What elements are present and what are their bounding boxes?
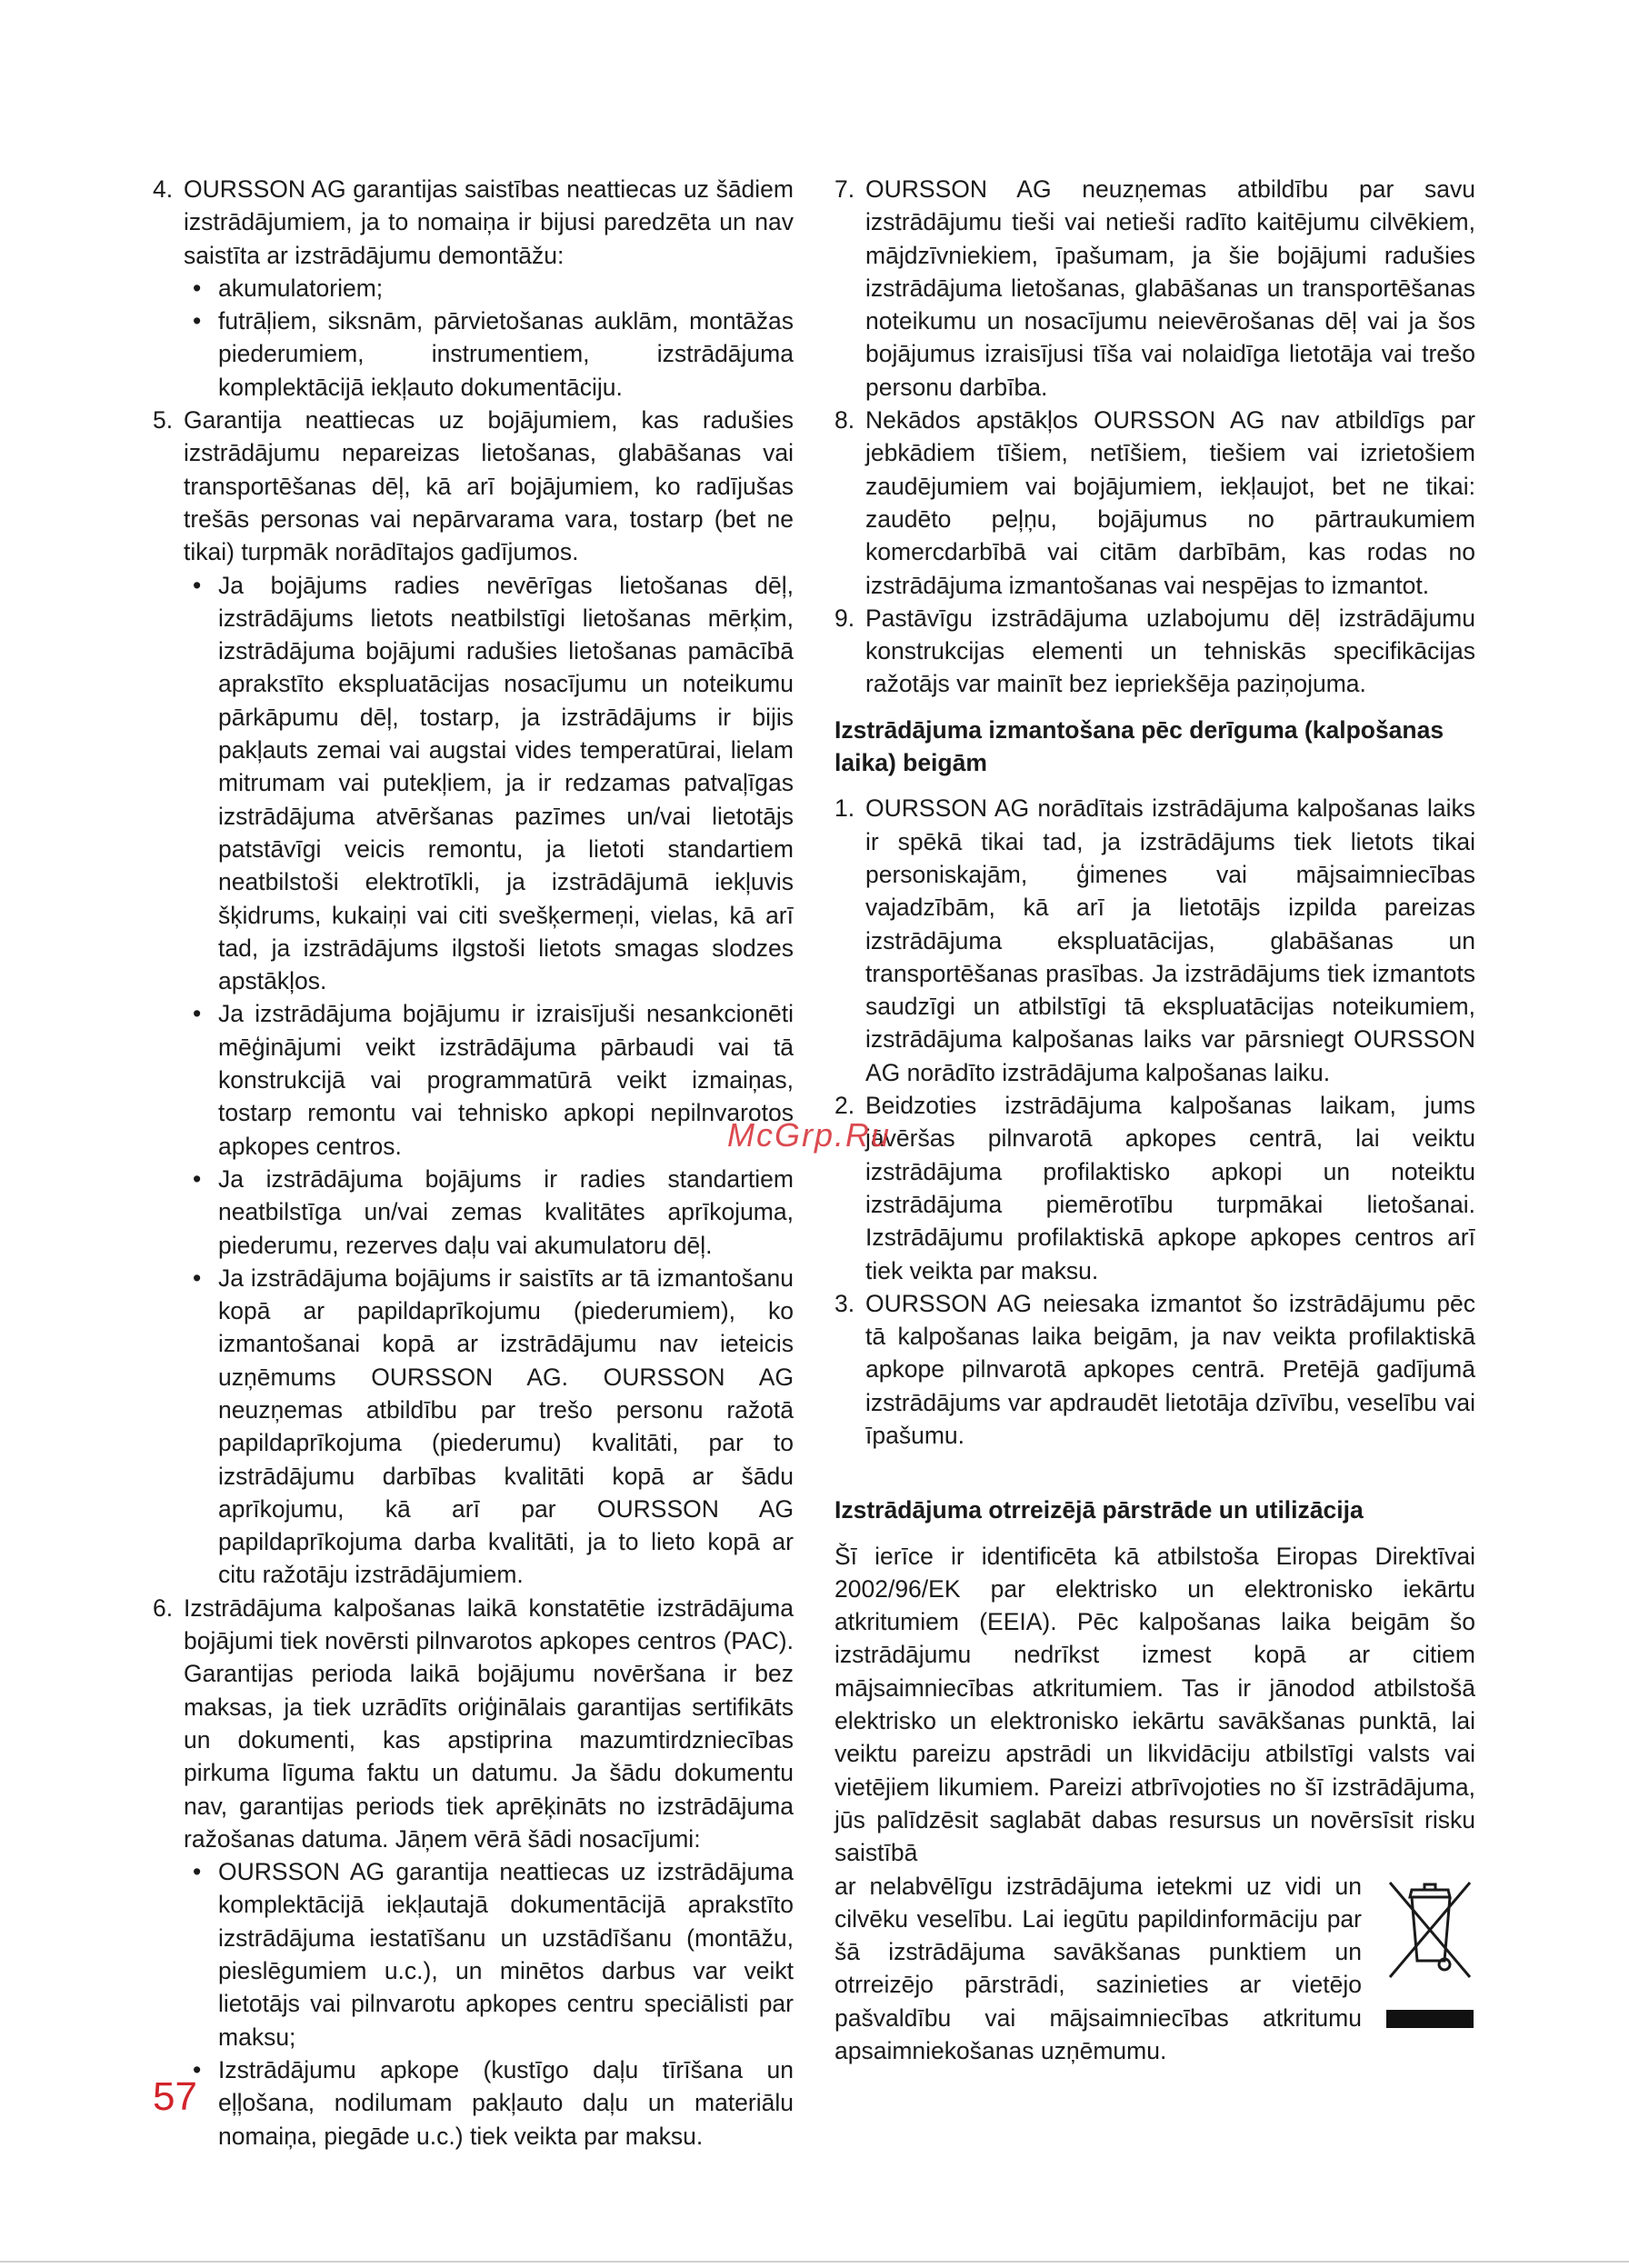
warranty-list-right — [834, 173, 1475, 701]
bullet-item: • Ja izstrādājuma bojājums ir radies standartiem neatbilstīga un/vai zemas kvalitātes aprīkojuma, piederumu, rezerves daļu vai akumulatoru dēļ. — [184, 1163, 794, 1262]
item-number: 5. — [153, 406, 174, 435]
spacer — [834, 1527, 1475, 1540]
lifetime-item-3 — [834, 1287, 1475, 1452]
page-number: 57 — [153, 2074, 197, 2119]
list-item-7 — [834, 173, 1475, 404]
list-item-8 — [834, 404, 1475, 602]
section-title-recycling: Izstrādājuma otrreizējā pārstrāde un utilizācija — [834, 1496, 1364, 1524]
list-item-6 — [153, 1592, 794, 2153]
bullet-item: • Ja bojājums radies nevērīgas lietošanas dēļ, izstrādājums lietots neatbilstīgi lietošanas mērķim, izstrādājuma bojājumi radušies lietošanas pamācībā aprakstīto ekspluatācijas nosacījumu un noteikumu pārkāpumu dēļ, tostarp, ja izstrādājums ir bijis pakļauts zemai vai augstai vides temperatūrai, lielam mitrumam vai putekļiem, ja ir redzamas patvaļīgas izstrādājuma atvēršanas pazīmes un/vai lietotājs patstāvīgi veicis remontu, ja lietoti standartiem neatbilstoši elektrotīkli, ja izstrādājumā iekļuvis šķidrums, kukaiņi vai citi svešķermeņi, vielas, kā arī tad, ja izstrādājums ilgstoši lietots smagas slodzes apstākļos. — [184, 569, 794, 998]
bullet-item: • Ja izstrādājuma bojājums ir saistīts ar tā izmantošanu kopā ar papildaprīkojumu (piederumiem), ko izmantošanai kopā ar izstrādājumu nav ieteicis uzņēmums OURSSON AG. OURSSON AG neuzņemas atbildību par trešo personu ražotā papildaprīkojuma (piederumu) kvalitāti, par to izstrādājumu darbības kvalitāti kopā ar šādu aprīkojumu, kā arī par OURSSON AG papildaprīkojuma darba kvalitāti, ja to lieto kopā ar citu ražotāju izstrādājumiem. — [184, 1262, 794, 1592]
bullet-item: • akumulatoriem; — [184, 272, 794, 305]
bullet-item: • Izstrādājumu apkope (kustīgo daļu tīrīšana un eļļošana, nodilumam pakļauto daļu un materiālu nomaiņa, piegāde u.c.) tiek veikta par maksu. — [184, 2053, 794, 2153]
recycling-paragraph-cont: ar nelabvēlīgu izstrādājuma ietekmi uz vidi un cilvēku veselību. Lai iegūtu papildinformāciju par šā izstrādājuma savākšanas punktiem un otrreizējo pārstrādi, sazinieties ar vietējo pašvaldību vai mājsaimniecības atkritumu apsaimniekošanas uzņēmumu. — [834, 1872, 1362, 2065]
list-item-5 — [153, 404, 794, 1592]
item-number: 1. — [834, 794, 855, 823]
item-text: OURSSON AG norādītais izstrādājuma kalpošanas laiks ir spēkā tikai tad, ja izstrādājums tiek lietots tikai personiskajām, ģimenes vai mājsaimniecības vajadzībām, kā arī ja lietotājs izpilda pareizas izstrādājuma ekspluatācijas, glabāšanas un transportēšanas prasības. Ja izstrādājums tiek izmantots saudzīgi un atbilstīgi tā ekspluatācijas noteikumiem, izstrādājuma kalpošanas laiks var pārsniegt OURSSON AG norādīto izstrādājuma kalpošanas laiku. — [865, 794, 1475, 1086]
bullet-list — [184, 569, 794, 1592]
item-number: 4. — [153, 175, 174, 203]
bullet-item: • Ja izstrādājuma bojājumu ir izraisījuši nesankcionēti mēģinājumi veikt izstrādājuma pārbaudi vai tā konstrukcijā vai programmatūrā veikt izmaiņas, tostarp remontu vai tehnisko apkopi nepilnvarotos apkopes centros. — [184, 997, 794, 1162]
watermark: McGrp.Ru — [727, 1116, 892, 1154]
item-text: OURSSON AG neiesaka izmantot šo izstrādājumu pēc tā kalpošanas laika beigām, ja nav veikta profilaktiskā apkope pilnvarotā apkopes centrā. Pretējā gadījumā izstrādājums var apdraudēt lietotāja dzīvību, veselību vai īpašumu. — [865, 1289, 1475, 1449]
item-text: OURSSON AG garantijas saistības neattiecas uz šādiem izstrādājumiem, ja to nomaiņa ir bijusi paredzēta un nav saistīta ar izstrādājumu demontāžu: — [184, 175, 794, 269]
crossed-out-wheelie-bin-icon — [1384, 1870, 1475, 2043]
warranty-list-left — [153, 173, 794, 2153]
spacer — [834, 779, 1475, 792]
bullet-list — [184, 272, 794, 404]
item-number: 2. — [834, 1092, 855, 1120]
bullet-list — [184, 1855, 794, 2153]
bottom-divider — [0, 2261, 1629, 2263]
item-number: 7. — [834, 175, 855, 203]
lifetime-item-2 — [834, 1089, 1475, 1287]
section-title-lifetime: Izstrādājuma izmantošana pēc derīguma (kalpošanas laika) beigām — [834, 715, 1444, 777]
item-text: Garantija neattiecas uz bojājumiem, kas radušies izstrādājumu nepareizas lietošanas, glabāšanas vai transportēšanas dēļ, kā arī bojājumiem, ko radījušas trešās personas vai nepārvarama vara, tostarp (bet ne tikai) turpmāk norādītajos gadījumos. — [184, 406, 794, 566]
list-item-4 — [153, 173, 794, 404]
item-number: 6. — [153, 1594, 174, 1622]
item-text: Nekādos apstākļos OURSSON AG nav atbildīgs par jebkādiem tīšiem, netīšiem, tiešiem vai izrietošiem zaudējumiem vai bojājumiem, iekļaujot, bet ne tikai: zaudēto peļņu, bojājumus no pārtraukumiem komercdarbībā vai citām darbībām, kas rodas no izstrādājuma izmantošanas vai nespējas to izmantot. — [865, 406, 1475, 599]
spacer — [834, 1452, 1475, 1494]
recycling-block — [834, 1870, 1475, 2068]
item-text: Pastāvīgu izstrādājuma uzlabojumu dēļ izstrādājumu konstrukcijas elementi un tehniskās specifikācijas ražotājs var mainīt bez iepriekšēja paziņojuma. — [865, 604, 1475, 698]
item-number: 3. — [834, 1289, 855, 1317]
item-number: 9. — [834, 604, 855, 632]
right-column — [834, 173, 1475, 2067]
item-text: Izstrādājuma kalpošanas laikā konstatētie izstrādājuma bojājumi tiek novērsti pilnvarotos apkopes centros (PAC). Garantijas perioda laikā bojājumu novēršana ir bez maksas, ja tiek uzrādīts oriģinālais garantijas sertifikāts un dokumenti, kas apstiprina mazumtirdzniecības pirkuma līguma faktu un datumu. Ja šādu dokumentu nav, garantijas periods tiek aprēķināts no izstrādājuma ražošanas datuma. Jāņem vērā šādi nosacījumi: — [184, 1594, 794, 1853]
recycling-paragraph: Šī ierīce ir identificēta kā atbilstoša Eiropas Direktīvai 2002/96/EK par elektrisko un elektronisko iekārtu atkritumiem (EEIA). Pēc kalpošanas laika beigām šo izstrādājumu nedrīkst izmest kopā ar citiem mājsaimniecības atkritumiem. Tas ir jānodod atbilstošā elektrisko un elektronisko iekārtu savākšanas punktā, lai veiktu pareizu apstrādi un likvidāciju atbilstīgi valsts vai vietējiem likumiem. Pareizi atbrīvojoties no šī izstrādājuma, jūs palīdzēsit saglabāt dabas resursus un novērsīsit risku saistībā — [834, 1542, 1475, 1867]
bullet-item: • OURSSON AG garantija neattiecas uz izstrādājuma komplektācijā iekļautajā dokumentācijā aprakstīto izstrādājuma iestatīšanu un uzstādīšanu (montāžu, pieslēgumiem u.c.), un minētos darbus var veikt lietotājs vai pilnvarotu apkopes centru speciālisti par maksu; — [184, 1855, 794, 2053]
bullet-item: • futrāļiem, siksnām, pārvietošanas auklām, montāžas piederumiem, instrumentiem, izstrādājuma komplektācijā iekļauto dokumentāciju. — [184, 305, 794, 404]
lifetime-item-1 — [834, 792, 1475, 1089]
list-item-9 — [834, 602, 1475, 701]
lifetime-list — [834, 792, 1475, 1452]
item-text: Beidzoties izstrādājuma kalpošanas laikam, jums jāvēršas pilnvarotā apkopes centrā, lai veiktu izstrādājuma profilaktisko apkopi un noteiktu izstrādājuma piemērotību turpmākai lietošanai. Izstrādājumu profilaktiskā apkope apkopes centros arī tiek veikta par maksu. — [865, 1092, 1475, 1284]
item-number: 8. — [834, 406, 855, 435]
item-text: OURSSON AG neuzņemas atbildību par savu izstrādājumu tieši vai netieši radīto kaitējumu cilvēkiem, mājdzīvniekiem, īpašumam, ja šie bojājumi radušies izstrādājuma lietošanas, glabāšanas un transportēšanas noteikumu un nosacījumu neievērošanas dēļ vai ja šos bojājumus izraisījusi tīša vai nolaidīga lietotāja vai trešo personu darbība. — [865, 175, 1475, 401]
left-column — [153, 173, 794, 2153]
spacer — [834, 701, 1475, 714]
